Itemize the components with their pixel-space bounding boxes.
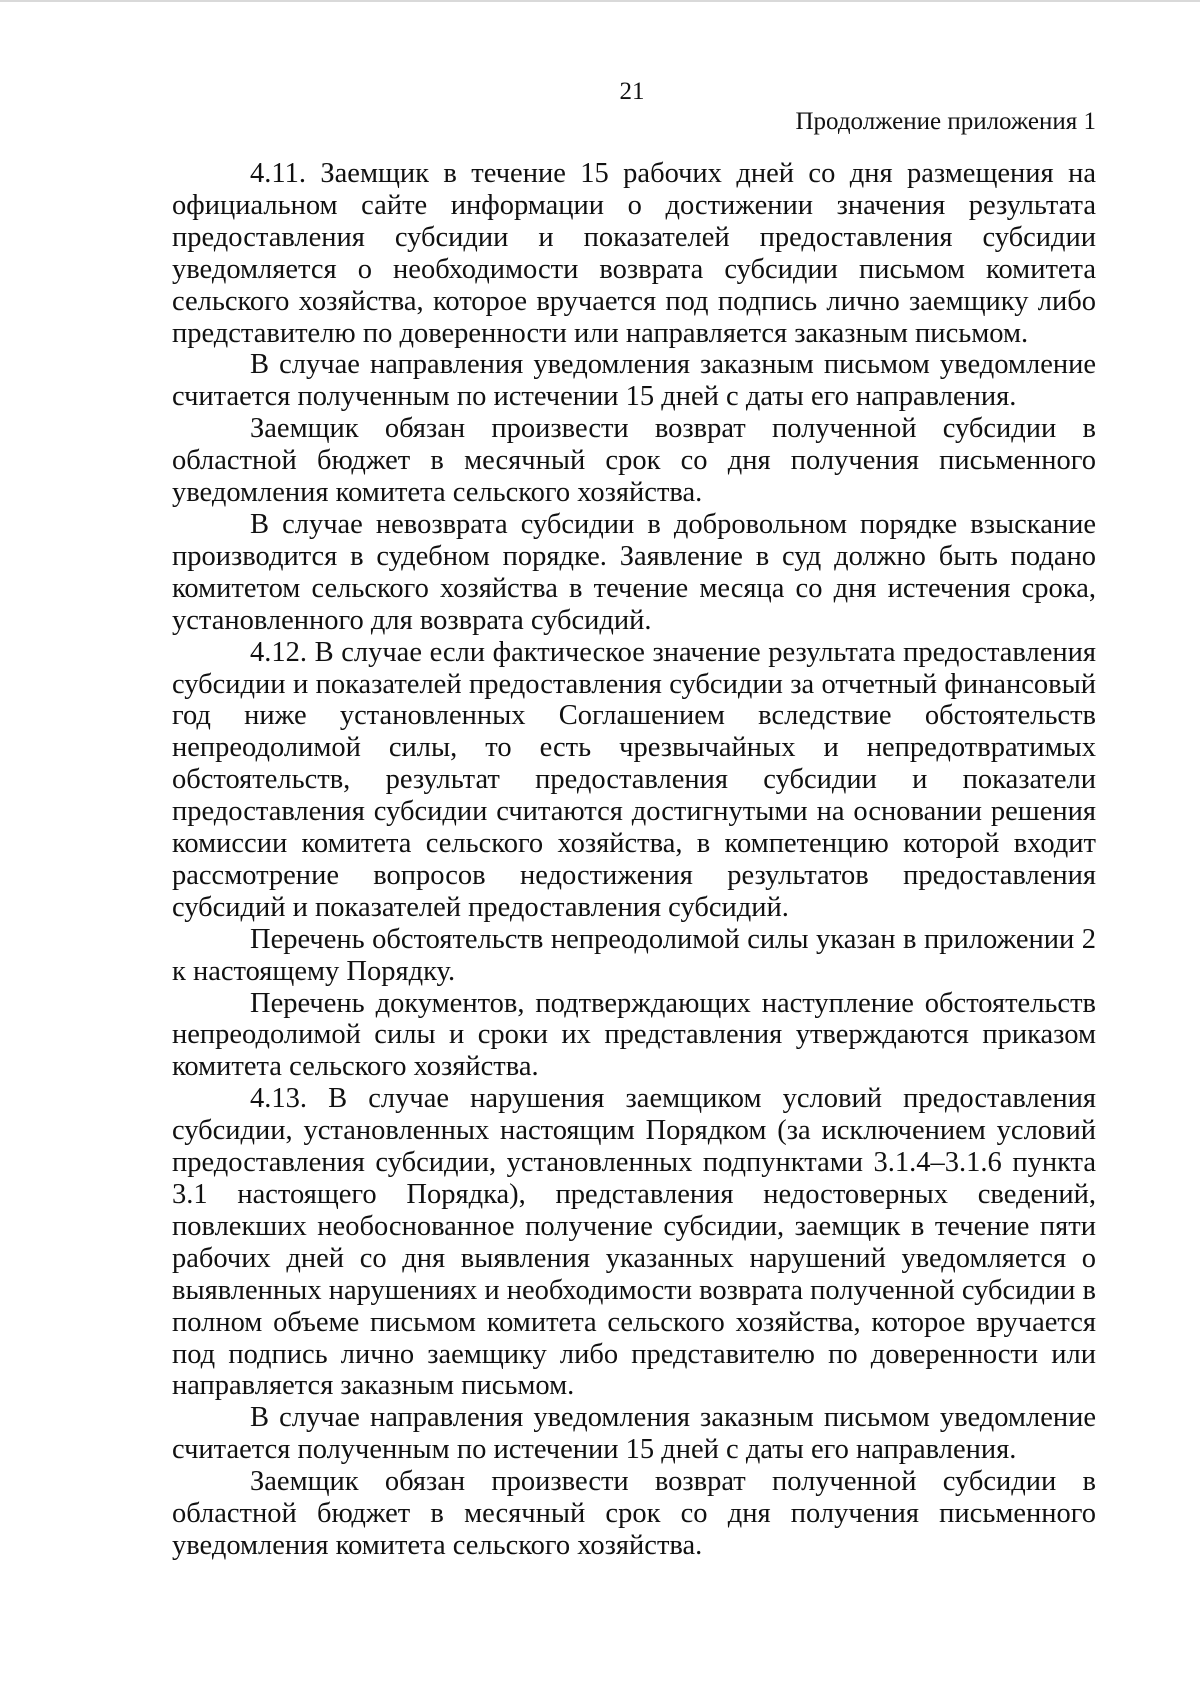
paragraph-court-recovery: В случае невозврата субсидии в добровольном порядке взыскание производится в судебном порядке. Заявление в суд должно быть подано комитетом сельского хозяйства в течение месяца со дня истечения срока, установленного для возврата субсидий.: [172, 508, 1096, 636]
paragraph-4-13: 4.13. В случае нарушения заемщиком условий предоставления субсидии, установленных настоящим Порядком (за исключением условий предоставления субсидии, установленных подпунктами 3.1.4–3.1.6 пункта 3.1 настоящего Порядка), представления недостоверных сведений, повлекших необоснованное получение субсидии, заемщик в течение пяти рабочих дней со дня выявления указанных нарушений уведомляется о выявленных нарушениях и необходимости возврата полученной субсидии в полном объеме письмом комитета сельского хозяйства, которое вручается под подпись лично заемщику либо представителю по доверенности или направляется заказным письмом.: [172, 1083, 1096, 1402]
appendix-label: Продолжение приложения 1: [795, 108, 1096, 135]
paragraph-4-11: 4.11. Заемщик в течение 15 рабочих дней со дня размещения на официальном сайте информации о достижении значения результата предоставления субсидии и показателей предоставления субсидии уведомляется о необходимости возврата субсидии письмом комитета сельского хозяйства, которое вручается под подпись лично заемщику либо представителю по доверенности или направляется заказным письмом.: [172, 158, 1096, 349]
paragraph-force-majeure-list: Перечень обстоятельств непреодолимой силы указан в приложении 2 к настоящему Порядку.: [172, 923, 1096, 987]
page-number: 21: [619, 78, 645, 105]
paragraph-notice-receipt: В случае направления уведомления заказным письмом уведомление считается полученным по истечении 15 дней с даты его направления.: [172, 349, 1096, 413]
document-body: [172, 158, 1096, 1562]
page-top-border: [0, 0, 1200, 2]
paragraph-notice-receipt-2: В случае направления уведомления заказным письмом уведомление считается полученным по истечении 15 дней с даты его направления.: [172, 1402, 1096, 1466]
paragraph-force-majeure-documents: Перечень документов, подтверждающих наступление обстоятельств непреодолимой силы и сроки их представления утверждаются приказом комитета сельского хозяйства.: [172, 987, 1096, 1083]
paragraph-4-12: 4.12. В случае если фактическое значение результата предоставления субсидии и показателей предоставления субсидии за отчетный финансовый год ниже установленных Соглашением вследствие обстоятельств непреодолимой силы, то есть чрезвычайных и непредотвратимых обстоятельств, результат предоставления субсидии и показатели предоставления субсидии считаются достигнутыми на основании решения комиссии комитета сельского хозяйства, в компетенцию которой входит рассмотрение вопросов недостижения результатов предоставления субсидий и показателей предоставления субсидий.: [172, 636, 1096, 923]
paragraph-refund-obligation-2: Заемщик обязан произвести возврат полученной субсидии в областной бюджет в месячный срок со дня получения письменного уведомления комитета сельского хозяйства.: [172, 1466, 1096, 1561]
paragraph-refund-obligation: Заемщик обязан произвести возврат полученной субсидии в областной бюджет в месячный срок со дня получения письменного уведомления комитета сельского хозяйства.: [172, 413, 1096, 509]
